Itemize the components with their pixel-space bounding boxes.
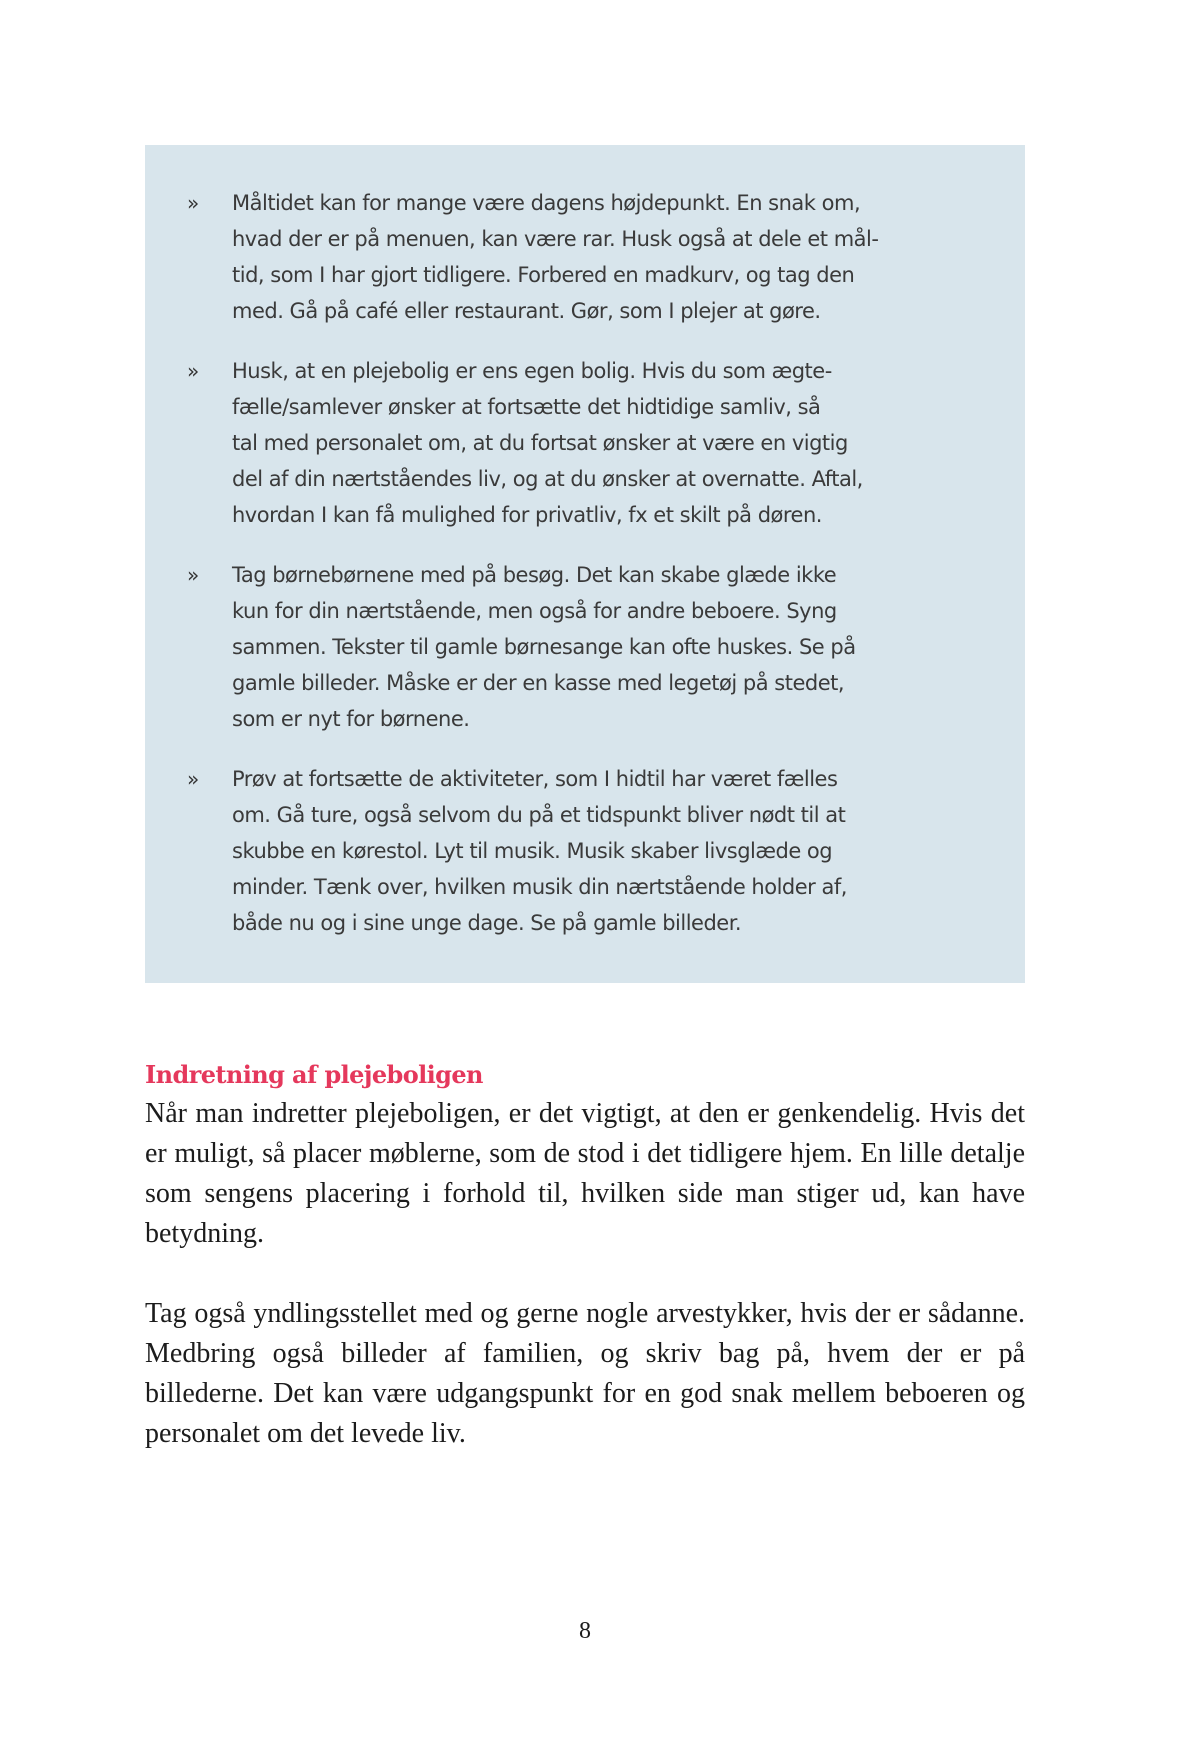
tip-text: Prøv at fortsætte de aktiviteter, som I hidtil har været fælles om. Gå ture, også selvom du på et tidspunkt bliver nødt til at skubbe en kørestol. Lyt til musik. Musik skaber livsglæde og minder. Tænk over, hvilken musik din nærtstående holder af, både nu og i sine unge dage. Se på gamle billeder. [232, 767, 847, 935]
tip-text: Tag børnebørnene med på besøg. Det kan skabe glæde ikke kun for din nærtstående, men også for andre beboere. Syng sammen. Tekster til gamle børnesange kan ofte huskes. Se på gamle billeder. Måske er der en kasse med legetøj på stedet, som er nyt for børnene. [232, 563, 856, 731]
page-number: 8 [579, 1618, 591, 1644]
section-heading: Indretning af plejeboligen [145, 1060, 483, 1089]
tip-item [187, 353, 935, 533]
bullet-marker: » [187, 767, 200, 791]
furnishing-section [145, 1056, 1025, 1454]
body-paragraph: Tag også yndlingsstellet med og gerne nogle arvestykker, hvis der er sådanne. Medbring også billeder af familien, og skriv bag på, hvem der er på billederne. Det kan være udgangspunkt for en god snak mellem beboeren og personalet om det levede liv. [145, 1298, 1025, 1449]
tip-item [187, 557, 935, 737]
bullet-marker: » [187, 563, 200, 587]
body-paragraph: Når man indretter plejeboligen, er det vigtigt, at den er genkendelig. Hvis det er muligt, så placer møblerne, som de stod i det tidligere hjem. En lille detalje som sengens placering i forhold til, hvilken side man stiger ud, kan have betydning. [145, 1098, 1025, 1249]
tip-text: Måltidet kan for mange være dagens højdepunkt. En snak om, hvad der er på menuen, kan være rar. Husk også at dele et mål- tid, som I har gjort tidligere. Forbered en madkurv, og tag den med. Gå på café eller restaurant. Gør, som I plejer at gøre. [232, 191, 879, 323]
tip-text: Husk, at en plejebolig er ens egen bolig. Hvis du som ægte- fælle/samlever ønsker at fortsætte det hidtidige samliv, så tal med personalet om, at du fortsat ønsker at være en vigtig del af din nærtståendes liv, og at du ønsker at overnatte. Aftal, hvordan I kan få mulighed for privatliv, fx et skilt på døren. [232, 359, 863, 527]
bullet-marker: » [187, 191, 200, 215]
bullet-marker: » [187, 359, 200, 383]
tips-box [145, 145, 1025, 983]
tip-item [187, 761, 935, 941]
tip-item [187, 185, 935, 329]
